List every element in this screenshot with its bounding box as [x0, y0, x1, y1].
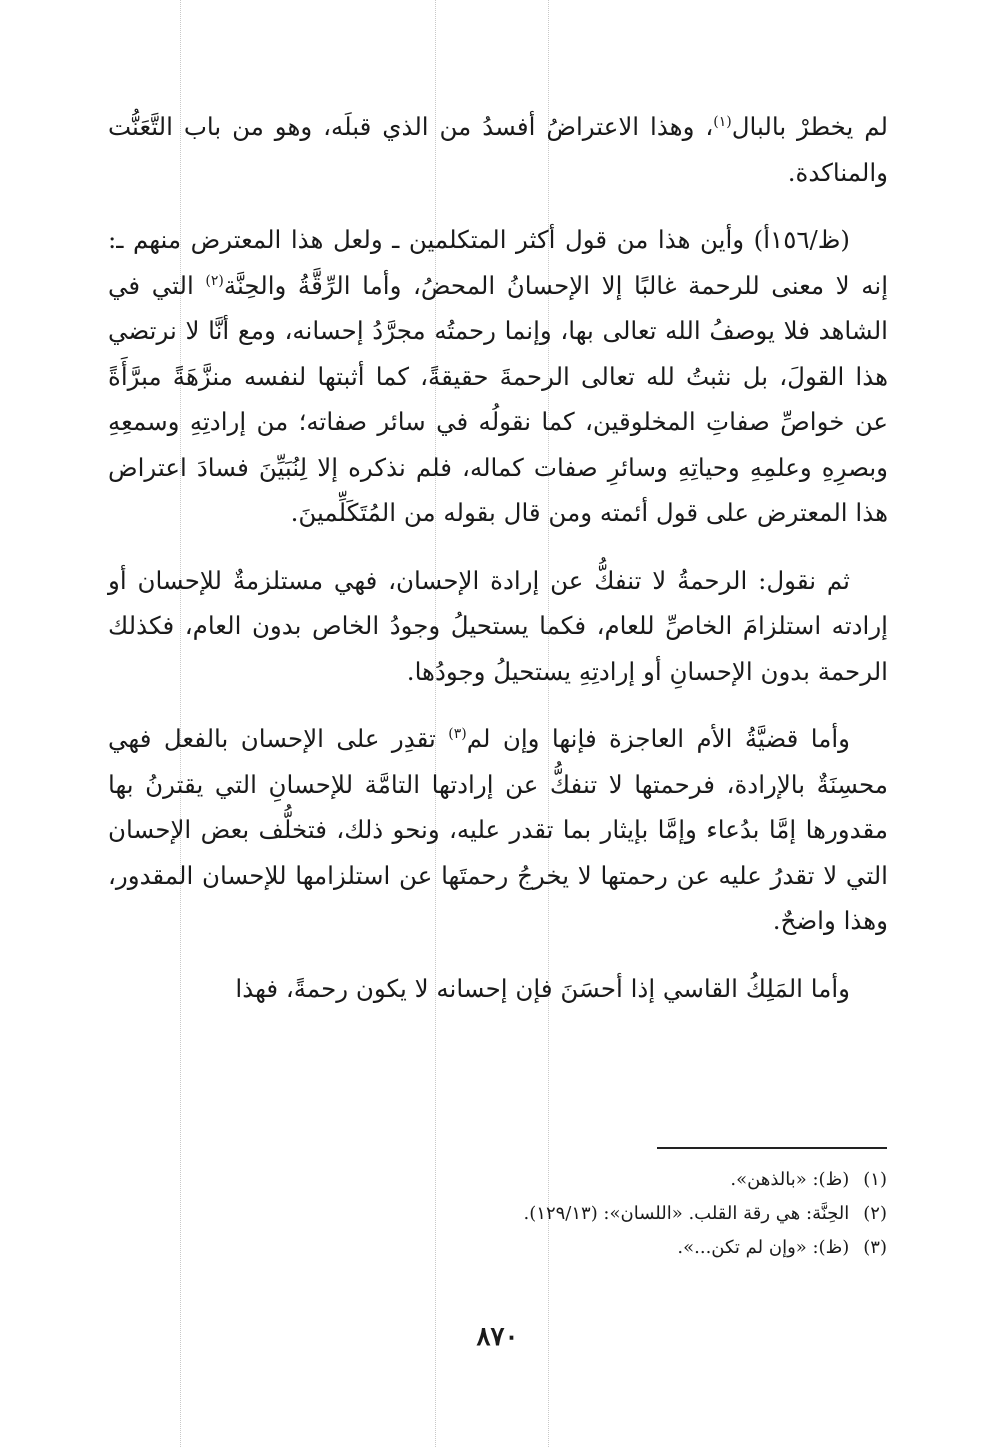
footnote-separator: [657, 1147, 887, 1149]
text-run: (ظ/١٥٦أ) وأين هذا من قول أكثر المتكلمين ـ ولعل هذا المعترض منهم ـ: إنه لا معنى للرحمة غالبًا إلا الإحسانُ المحضُ، وأما الرِّقَّةُ والحِنَّة: [108, 225, 888, 300]
text-run: ثم نقول: الرحمةُ لا تنفكُّ عن إرادة الإحسان، فهي مستلزمةٌ للإحسان أو إرادته استلزامَ الخاصِّ للعام، فكما يستحيلُ وجودُ الخاص بدون العام، فكذلك الرحمة بدون الإحسانِ أو إرادتِهِ يستحيلُ وجودُها.: [108, 565, 888, 686]
text-run: لم يخطرْ بالبال: [731, 112, 888, 141]
paragraph: [108, 558, 888, 695]
footnote-text: (ظ): «وإن لم تكن...».: [677, 1237, 850, 1258]
text-run: تقدِر على الإحسان بالفعل فهي محسِنَةٌ بالإرادة، فرحمتها لا تنفكُّ عن إرادتها التامَّة للإحسانِ التي يقترنُ بها مقدورها إمَّا بدُعاء وإمَّا بإيثار بما تقدر عليه، ونحو ذلك، فتخلُّف بعض الإحسان التي لا تقدرُ عليه عن رحمتها لا يخرجُ رحمتَها عن استلزامها للإحسان المقدور، وهذا واضحٌ.: [108, 724, 888, 935]
paragraph: [108, 966, 888, 1012]
text-run: ، وهذا الاعتراضُ أفسدُ من الذي قبلَه، وهو من باب التَّعَنُّت والمناكدة.: [108, 112, 888, 187]
text-run: وأما قضيَّةُ الأم العاجزة فإنها وإن لم: [466, 724, 850, 753]
text-run: التي في الشاهد فلا يوصفُ الله تعالى بها، وإنما رحمتُه مجرَّدُ إحسانه، ومع أنَّا لا نرتضي هذا القولَ، بل نثبتُ لله تعالى الرحمةَ حقيقةً، كما أثبتها لنفسه منزَّهَةً مبرَّأَةً عن خواصِّ صفاتِ المخلوقين، كما نقولُه في سائر صفاته؛ من إرادتِهِ وسمعِهِ وبصرِهِ وعلمِهِ وحياتِهِ وسائرِ صفات كماله، فلم نذكره إلا لِنُبَيِّنَ فسادَ اعتراض هذا المعترض على قول أئمته ومن قال بقوله من المُتَكَلِّمينَ.: [108, 270, 888, 527]
footnote: [107, 1197, 887, 1231]
text-run: وأما المَلِكُ القاسي إذا أحسَنَ فإن إحسانه لا يكون رحمةً، فهذا: [235, 973, 850, 1003]
paragraph: [108, 104, 888, 195]
paragraph: [108, 217, 888, 536]
paragraph: [108, 716, 888, 944]
footnote-ref: (٢): [205, 272, 224, 289]
footnote-number: (٣): [863, 1237, 887, 1258]
footnote-number: (١): [863, 1169, 887, 1190]
page-number: ٨٧٠: [476, 1322, 519, 1352]
footnote: [107, 1163, 887, 1197]
footnote: [107, 1231, 887, 1265]
footnote-ref: (١): [713, 113, 732, 130]
footnote-text: الحِنَّة: هي رقة القلب. «اللسان»: (١٢٩/١٣).: [523, 1203, 850, 1224]
main-text: [108, 104, 888, 1033]
footnotes: [107, 1163, 887, 1265]
footnote-ref: (٣): [448, 725, 467, 742]
footnote-text: (ظ): «بالذهن».: [730, 1169, 850, 1190]
footnote-number: (٢): [863, 1203, 887, 1224]
